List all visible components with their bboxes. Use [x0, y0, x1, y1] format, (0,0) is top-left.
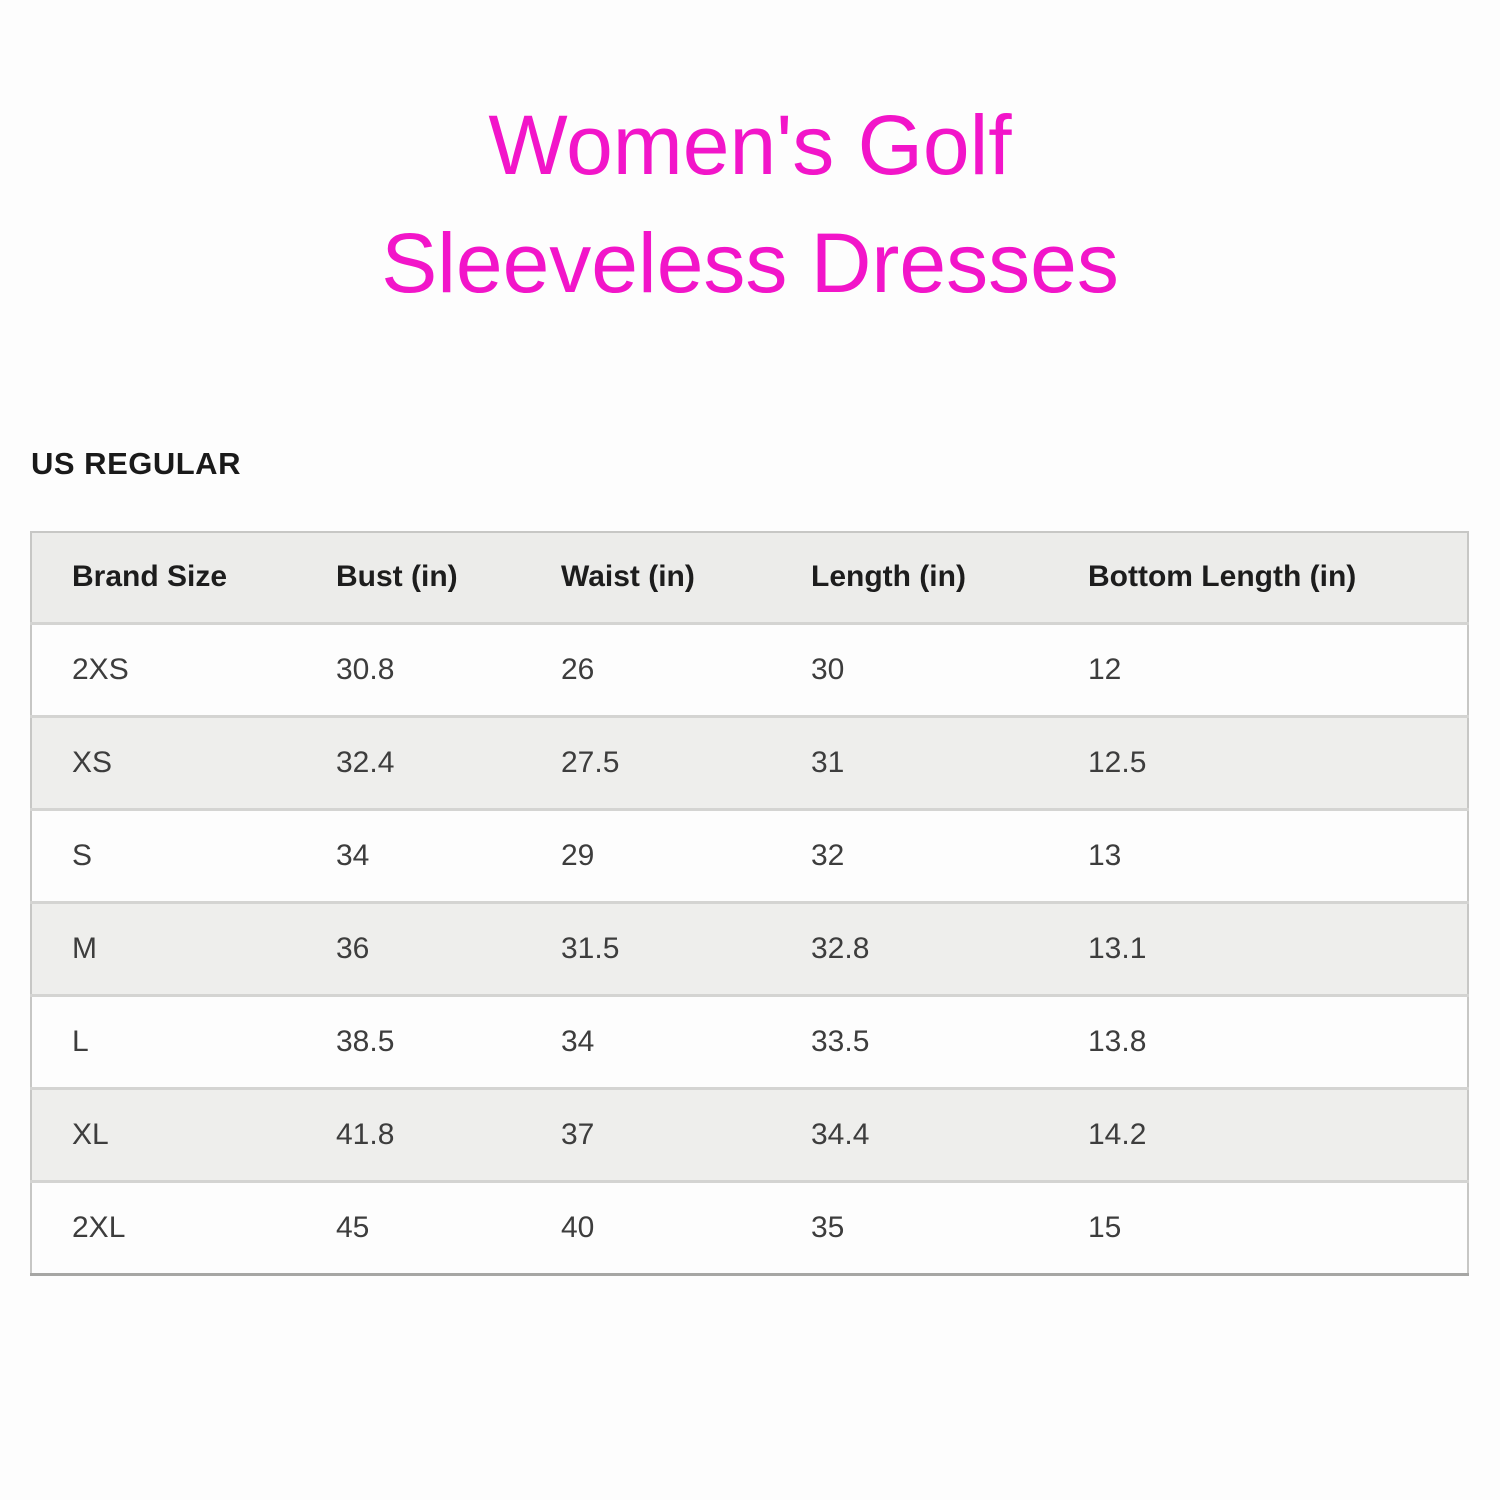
bust-cell: 34 — [336, 838, 370, 872]
size-table — [30, 531, 1469, 1276]
length-cell: 33.5 — [811, 1024, 870, 1058]
bust-cell: 32.4 — [336, 745, 395, 779]
bottom-length-cell: 13 — [1088, 838, 1122, 872]
table-header-row — [31, 532, 1468, 623]
table-row — [31, 902, 1468, 995]
bottom-length-cell: 13.8 — [1088, 1024, 1147, 1058]
length-cell: 35 — [811, 1210, 845, 1244]
bottom-length-cell: 15 — [1088, 1210, 1122, 1244]
title-line-1: Women's Golf — [488, 98, 1012, 192]
bottom-length-cell: 12 — [1088, 652, 1122, 686]
waist-cell: 34 — [561, 1024, 595, 1058]
bust-cell: 38.5 — [336, 1024, 395, 1058]
table-row — [31, 716, 1468, 809]
bust-cell: 45 — [336, 1210, 370, 1244]
waist-cell: 40 — [561, 1210, 595, 1244]
column-header-length: Length (in) — [811, 560, 966, 594]
table-row — [31, 623, 1468, 716]
bust-cell: 41.8 — [336, 1117, 395, 1151]
column-header-brand-size: Brand Size — [72, 560, 228, 594]
brand-size-cell: M — [72, 931, 97, 965]
length-cell: 34.4 — [811, 1117, 870, 1151]
waist-cell: 27.5 — [561, 745, 620, 779]
title-line-2: Sleeveless Dresses — [381, 216, 1119, 310]
bottom-length-cell: 12.5 — [1088, 745, 1147, 779]
brand-size-cell: XL — [72, 1117, 109, 1151]
length-cell: 31 — [811, 745, 845, 779]
section-label: US REGULAR — [31, 446, 241, 481]
length-cell: 32 — [811, 838, 845, 872]
waist-cell: 29 — [561, 838, 595, 872]
brand-size-cell: 2XS — [72, 652, 129, 686]
length-cell: 32.8 — [811, 931, 870, 965]
brand-size-cell: L — [72, 1024, 89, 1058]
table-row — [31, 1088, 1468, 1181]
bottom-length-cell: 13.1 — [1088, 931, 1147, 965]
waist-cell: 37 — [561, 1117, 595, 1151]
waist-cell: 26 — [561, 652, 595, 686]
column-header-bottom-length: Bottom Length (in) — [1088, 560, 1357, 594]
bust-cell: 36 — [336, 931, 370, 965]
waist-cell: 31.5 — [561, 931, 620, 965]
length-cell: 30 — [811, 652, 845, 686]
brand-size-cell: S — [72, 838, 93, 872]
column-header-bust: Bust (in) — [336, 560, 458, 594]
bust-cell: 30.8 — [336, 652, 395, 686]
bottom-length-cell: 14.2 — [1088, 1117, 1147, 1151]
column-header-waist: Waist (in) — [561, 560, 695, 594]
brand-size-cell: 2XL — [72, 1210, 126, 1244]
table-row — [31, 995, 1468, 1088]
page-title — [0, 86, 1500, 322]
table-row — [31, 809, 1468, 902]
table-row — [31, 1181, 1468, 1274]
brand-size-cell: XS — [72, 745, 113, 779]
